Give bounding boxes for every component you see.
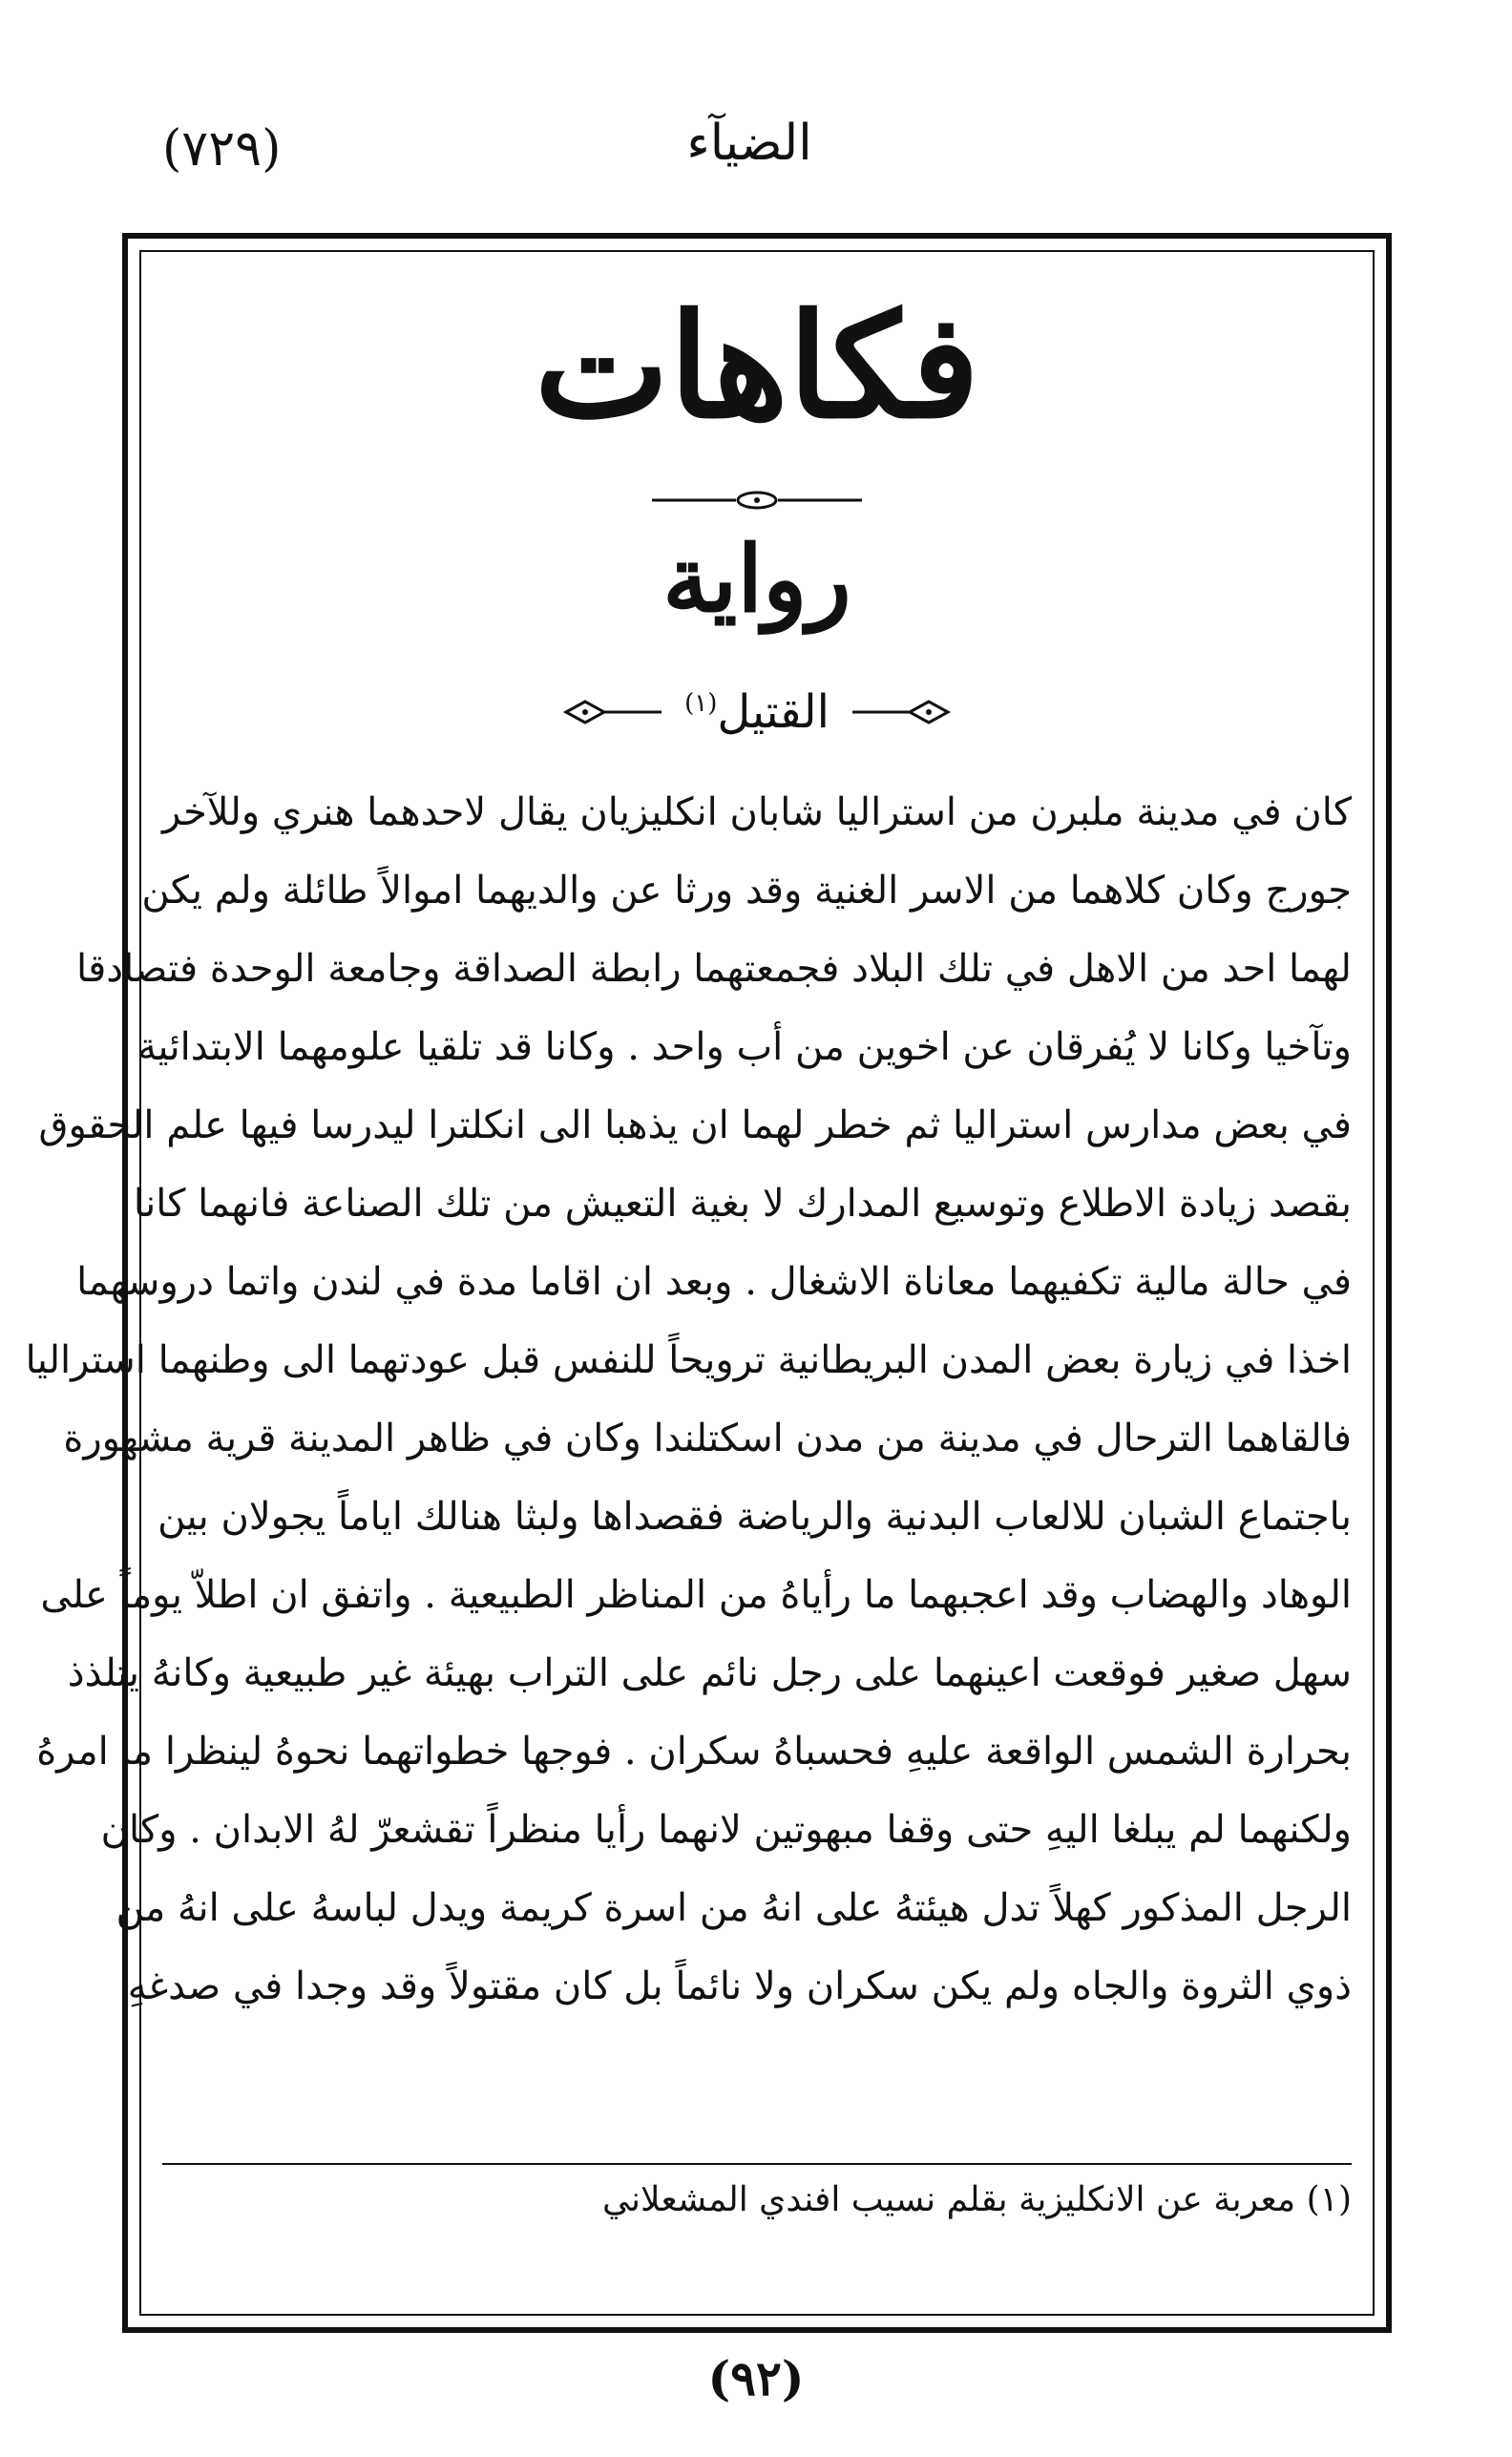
page-number-bottom: (٩٢)	[707, 2350, 805, 2406]
body-line: ولكنهما لم يبلغا اليهِ حتى وقفا مبهوتين لانهما رأيا منظراً تقشعرّ لهُ الابدان . وكان	[100, 1808, 1352, 1852]
ornament-rule-icon	[652, 489, 862, 512]
body-line: بحرارة الشمس الواقعة عليهِ فحسباهُ سكران . فوجها خطواتهما نحوهُ لينظرا ما امرهُ	[36, 1730, 1352, 1774]
story-title-row	[128, 685, 1386, 739]
body-line: سهل صغير فوقعت اعينهما على رجل نائم على التراب بهيئة غير طبيعية وكانهُ يتلذذ	[67, 1651, 1352, 1695]
running-head	[162, 115, 1336, 200]
body-line: جورج وكان كلاهما من الاسر الغنية وقد ورثا عن والديهما اموالاً طائلة ولم يكن	[141, 869, 1352, 913]
page-frame	[25, 233, 1392, 2333]
body-line: الرجل المذكور كهلاً تدل هيئتهُ على انهُ من اسرة كريمة ويدل لباسهُ على انهُ من	[116, 1886, 1352, 1930]
ornament-right-icon	[556, 698, 662, 726]
body-line: ذوي الثروة والجاه ولم يكن سكران ولا نائماً بل كان مقتولاً وقد وجدا في صدغهِ	[127, 1964, 1352, 2008]
body-line: لهما احد من الاهل في تلك البلاد فجمعتهما رابطة الصداقة وجامعة الوحدة فتصادقا	[75, 947, 1352, 991]
body-line: بقصد زيادة الاطلاع وتوسيع المدارك لا بغية التعيش من تلك الصناعة فانهما كانا	[133, 1182, 1352, 1226]
body-line: كان في مدينة ملبرن من استراليا شابان انكليزيان يقال لاحدهما هنري وللآخر	[162, 790, 1352, 834]
page-number-top: (٧٢٩)	[162, 120, 282, 178]
footnote: (١) معربة عن الانكليزية بقلم نسيب افندي المشعلاني	[601, 2180, 1352, 2219]
section-title: فكاهات	[534, 283, 980, 451]
body-line: الوهاد والهضاب وقد اعجبهما ما رأياهُ من المناظر الطبيعية . واتفق ان اطلاّ يوماً على	[40, 1573, 1352, 1617]
story-title	[684, 685, 830, 739]
body-line: باجتماع الشبان للالعاب البدنية والرياضة فقصداها ولبثا هنالك اياماً يجولان بين	[158, 1495, 1352, 1539]
story-title-text: القتيل	[717, 685, 830, 739]
ornament-left-icon	[852, 698, 957, 726]
journal-name: الضيآء	[686, 115, 812, 172]
footnote-marker: (١)	[684, 689, 718, 718]
body-line: اخذا في زيارة بعض المدن البريطانية ترويحاً للنفس قبل عودتهما الى وطنهما استراليا	[25, 1338, 1352, 1382]
body-line: في بعض مدارس استراليا ثم خطر لهما ان يذهبا الى انكلترا ليدرسا فيها علم الحقوق	[38, 1103, 1352, 1147]
body-line: فالقاهما الترحال في مدينة من مدن اسكتلندا وكان في ظاهر المدينة قرية مشهورة	[63, 1417, 1352, 1460]
story-body	[25, 773, 1352, 2026]
footnote-divider	[162, 2163, 1352, 2165]
body-line: وتآخيا وكانا لا يُفرقان عن اخوين من أب واحد . وكانا قد تلقيا علومهما الابتدائية	[136, 1025, 1352, 1069]
body-line: في حالة مالية تكفيهما معاناة الاشغال . وبعد ان اقاما مدة في لندن واتما دروسهما	[76, 1260, 1352, 1304]
subsection-title: رواية	[662, 525, 851, 633]
